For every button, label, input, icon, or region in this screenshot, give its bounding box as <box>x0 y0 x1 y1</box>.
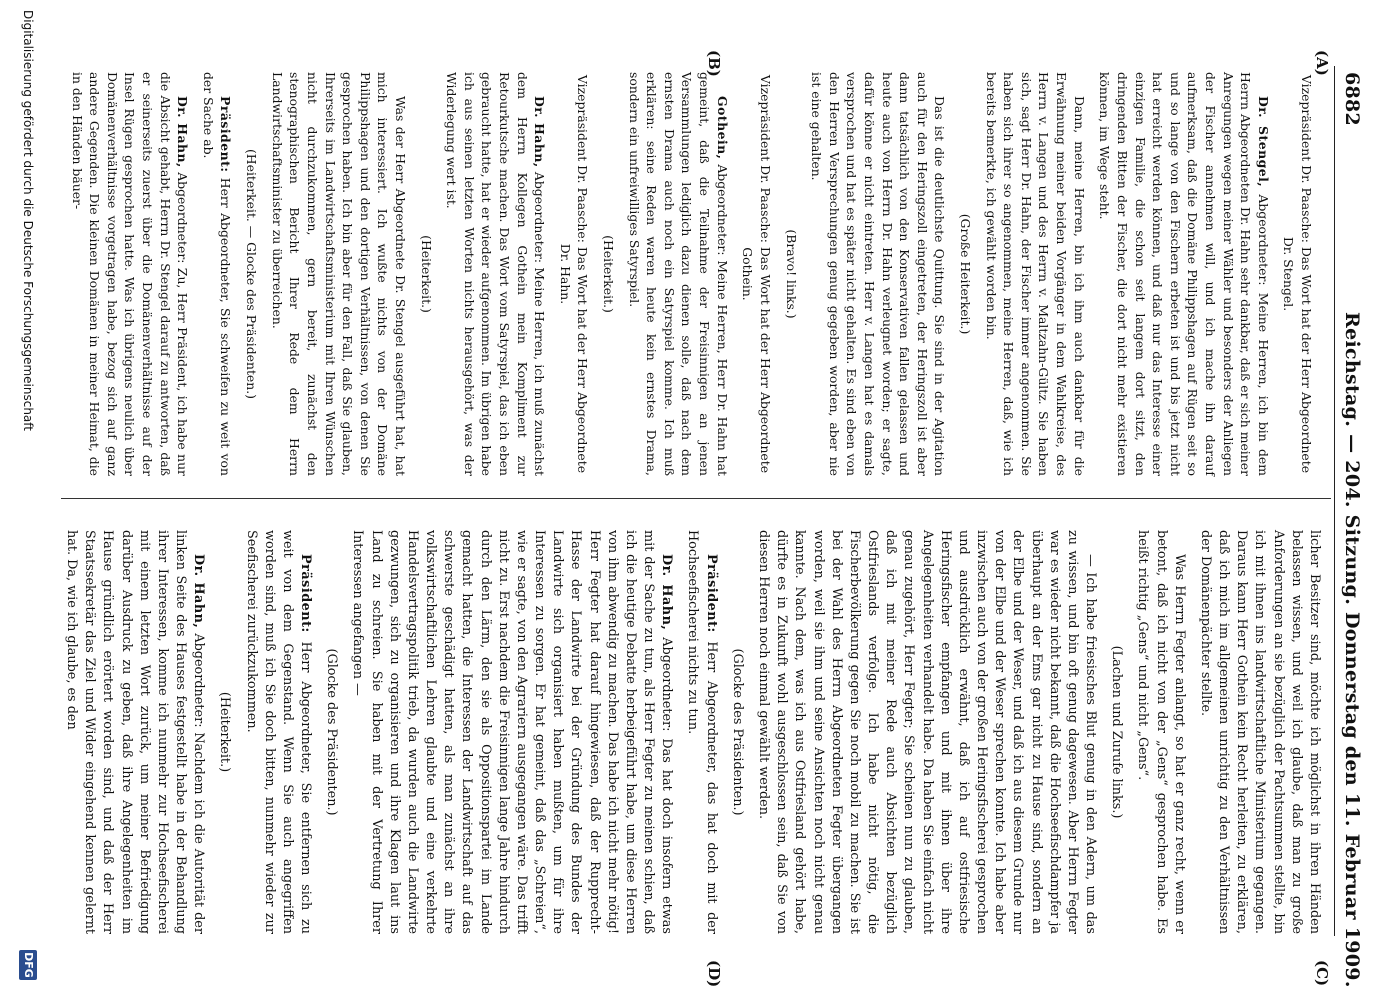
page-header <box>1335 72 1369 988</box>
speech-paragraph <box>683 530 719 934</box>
paragraph-text: Abgeordneter: Meine Herren, ich muß zunächst dem Herrn Kollegen Gothein mein Kompliment zur Retourkutsche machen. Das Wort vom Satyrspiel, das ich eben gebraucht hatte, hat er wieder aufgenommen. Im übrigen habe ich aus seinen letzten Worten nichts herausgehört, was der Widerlegung wert ist. <box>444 72 548 476</box>
paragraph-text: licher Besitzer sind, möchte ich möglichst in ihren Händen belassen wissen, und weil ich glaube, daß man zu große Anforderungen an sie bezüglich der Pachtsummen stellte, bin ich mit ihnen ins landwirtschaftliche Ministerium gegangen. Daraus kann Herr Gothein kein Recht herleiten, zu erklären, daß ich mich im allgemeinen unrichtig zu den Verhältnissen der Domänenpächter stellte. <box>1197 530 1322 934</box>
margin-marker-c: (C) <box>1313 960 1331 987</box>
column-divider <box>61 498 1331 499</box>
stage-direction: (Lachen und Zurufe links.) <box>1109 645 1125 819</box>
stage-direction: (Heiterkeit.) <box>601 235 617 313</box>
speech-paragraph <box>1133 530 1188 934</box>
stage-direction: Vizepräsident Dr. Paasche: Das Wort hat der Herr Abgeordnete Gothein. <box>740 74 773 474</box>
page-number: 6882 <box>1341 72 1363 127</box>
stage-direction: (Große Heiterkeit.) <box>958 213 974 335</box>
speech-paragraph <box>625 72 731 476</box>
speech-paragraph <box>348 530 675 934</box>
stage-direction: (Heiterkeit.) <box>418 235 434 313</box>
margin-marker-a: (A) <box>1313 50 1331 76</box>
stage-direction: (Glocke des Präsidenten.) <box>729 648 745 816</box>
paragraph-text: Abgeordneter: Das hat doch insofern etwas mit der Sache zu tun, als Herr Fegter zu meinen schien, daß ich die heutige Debatte herbeigeführt habe, um diese Herren von ihm abwendig zu machen. Das habe ich nicht mehr nötig! Herr Fegter hat darauf hingewiesen, daß der Rupprecht-Hasse der Landwirte bei der Gründung des Bundes der Landwirte sich organisiert haben mußten, um für ihre Interessen zu sorgen. Er hat gemeint, daß das „Schreien“, wie er sagte, von den Agrariern ausgegangen wäre. Das trifft nicht zu. Erst nachdem die Freisinnigen lange Jahre hindurch durch den Lärm, den sie als Oppositionspartei im Lande gemacht hatten, die Interessen der Landwirtschaft auf das schwerste geschädigt hatten, als man zunächst an ihre volkswirtschaftlichen Lehren glaubte und eine verkehrte Handelsvertragspolitik trieb, da wurden auch die Landwirte gezwungen, sich zu organisieren und ihre Klagen laut ins Land zu schreien. Sie haben mit der Vertretung Ihrer Interessen angefangen — <box>350 530 675 934</box>
margin-marker-d: (D) <box>705 960 723 988</box>
speaker-name: Präsident: <box>298 554 314 633</box>
paragraph-text: — Ich habe friesisches Blut genug in den Adern, um das zu wissen, und bin oft genug dagewesen. Aber Herrn Fegter war es wieder nicht bekannt, daß die Hochseefischdampfer ja überhaupt an der Ems gar nicht zu Hause sind, sondern an der Elbe und der Weser, und daß ich aus diesem Grunde nur von der Elbe und der Weser sprechen konnte. Ich habe aber inzwischen auch von der großen Heringsfischerei gesprochen und ausdrücklich erwähnt, daß ich auf ostfriesische Heringsfischer empfangen und mit ihnen über ihre Angelegenheiten verhandelt habe. Da haben Sie einfach nicht genau zugehört, Herr Fegter; Sie scheinen nun zu glauben, daß ich mit meiner Rede auch Absichten bezüglich Ostfrieslands verfolge. Ich habe nicht nötig, die Fischerbevölkerung gegen Sie noch mobil zu machen. Sie ist bei der Wahl des Herrn Abgeordneten Fegter übergangen worden, weil sie ihm und seine Ansichten noch nicht genau kannte. Nach dem, was ich aus Ostfriesland gehört habe, dürfte es in Zukunft wohl ausgeschlossen sein, daß Sie von diesen Herren noch einmal gewählt werden. <box>756 530 1099 934</box>
paragraph-text: Abgeordneter: Nachdem ich die Autorität der linken Seite des Hauses festgestellt habe in der Behandlung ihrer Interessen, komme ich nunmehr zur Hochseefischerei mit einem letzten Wort zurück, um meiner Befriedigung darüber Ausdruck zu geben, daß ihre Angelegenheiten im Hause gründlich erörtert worden sind, und daß der Herr Staatssekretär das Ziel und Wider eingehend kennen gelernt hat. Da, wie ich glaube, es den <box>64 530 207 934</box>
speaker-name: Gothein, <box>714 96 730 160</box>
paragraph-text: Herr Abgeordneter, Sie entfernen sich zu weit von dem Gegenstand. Wenn Sie auch angegriffen worden sind, muß ich Sie doch bitten, nunmehr wieder zur Seefischerei zurückzukommen. <box>243 530 314 934</box>
speaker-name: Präsident: <box>703 554 719 633</box>
speech-paragraph <box>199 72 234 476</box>
paragraph-text: Abgeordneter: Meine Herren, Herr Dr. Hahn hat gemeint, daß die Teilnahme der Freisinnigen an jenen Versammlungen lediglich dazu dienen solle, daß nach dem ernsten Drama auch noch ein Satyrspiel komme. Ich muß erklären: seine Reden waren heute kein ernstes Drama, sondern ein unfreiwilliges Satyrspiel. <box>626 72 730 476</box>
digitization-note: Digitalisierung gefördert durch die Deutsche Forschungsgemeinschaft <box>21 10 35 432</box>
speech-paragraph <box>982 72 1088 476</box>
speech-paragraph <box>1196 530 1323 934</box>
speaker-name: Dr. Stengel, <box>1255 96 1271 188</box>
right-text-column <box>62 530 1323 934</box>
speech-paragraph <box>808 72 949 476</box>
speaker-name: Dr. Hahn, <box>191 554 207 629</box>
paragraph-text: Herr Abgeordneter, Sie schweifen zu weit von der Sache ab. <box>200 72 234 476</box>
speech-paragraph <box>268 72 409 476</box>
stage-direction: (Bravo! links.) <box>783 229 799 319</box>
speaker-name: Dr. Hahn, <box>659 554 675 631</box>
header-rule <box>1334 66 1335 936</box>
speech-paragraph <box>1096 72 1272 476</box>
stage-direction: Vizepräsident Dr. Paasche: Das Wort hat der Herr Abgeordnete Dr. Hahn. <box>557 74 591 474</box>
speech-paragraph <box>68 72 191 476</box>
speaker-name: Dr. Hahn, <box>532 96 548 168</box>
left-text-column <box>68 72 1323 476</box>
dfg-logo: DFG <box>19 950 37 980</box>
paragraph-text: Abgeordneter: Zu, Herr Präsident, ich habe nur die Absicht gehabt, Herrn Dr. Stengel darauf zu antworten, daß er seinerseits zuerst über die Domänenverhältnisse auf der Insel Rügen gesprochen hatte. Was ich übrigens neulich über Domänenverhältnisse vorgetragen habe, bezog sich auf ganz andere Gegenden. Die kleinen Domänen in meiner Heimat, die in den Händen bäuer- <box>69 72 191 476</box>
speech-paragraph <box>62 530 207 934</box>
paragraph-text: Herr Abgeordneter, das hat doch mit der Hochseefischerei nichts zu tun. <box>685 530 719 934</box>
paragraph-text: Was Herrn Fegter anlangt, so hat er ganz recht, wenn er betont, daß ich nicht von der „Gens“ gesprochen habe. Es heißt richtig „Gens“ und nicht „Gens“. <box>1135 530 1187 934</box>
paragraph-text: Abgeordneter: Meine Herren, ich bin dem Herrn Abgeordneten Dr. Hahn sehr dankbar, daß er sich meiner Anregungen wegen meiner Wähler und besonders der Anliegen der Fischer annehmen will, und ich mache ihn darauf aufmerksam, daß die Domäne Philippshagen auf Rügen seit so und so lange von den Fischern erbeten ist und bis jetzt nicht hat erreicht werden können, und daß nur das Interesse einer einzigen Familie, die schon seit langem dort sitzt, den dringenden Bitten der Fischer, die dort nicht mehr existieren können, im Wege steht. <box>1097 72 1271 476</box>
speech-paragraph <box>443 72 549 476</box>
speech-paragraph <box>754 530 1099 934</box>
stage-direction: (Heiterkeit.) <box>217 691 233 773</box>
margin-marker-b: (B) <box>705 50 723 77</box>
running-title: Reichstag. — 204. Sitzung. Donnerstag den 11. Februar 1909. <box>1341 312 1363 988</box>
speech-paragraph <box>241 530 314 934</box>
speaker-name: Dr. Hahn, <box>175 96 191 168</box>
paragraph-text: Das ist die deutlichste Quittung. Sie sind in der Agitation auch für den Heringszoll eingetreten, der Heringszoll ist aber dann tatsächlich von den Konservativen fallen gelassen und heute auch von Herrn Dr. Hahn verleugnet worden; er sagte, dafür könne er nicht eintreten. Herr v. Langen hat es damals versprochen und hat es später nicht gehalten. Es sind eben von den Herren Versprechungen genug gegeben worden, aber nie ist eine gehalten. <box>809 72 948 476</box>
stage-direction: (Glocke des Präsidenten.) <box>324 648 340 816</box>
speaker-name: Präsident: <box>218 96 234 173</box>
paragraph-text: Was der Herr Abgeordnete Dr. Stengel ausgeführt hat, hat mich interessiert. Ich wußte nichts von der Domäne Philippshagen und den dortigen Verhältnissen, von denen Sie gesprochen haben. Ich bin aber für den Fall, daß Sie glauben, Ihrerseits im Landwirtschaftsministerium mit Ihren Wünschen nicht durchzukommen, gern bereit, zunächst den stenographischen Bericht Ihrer Rede dem Herrn Landwirtschaftsminister zu überreichen. <box>269 72 408 476</box>
stage-direction: Vizepräsident Dr. Paasche: Das Wort hat der Herr Abgeordnete Dr. Stengel. <box>1281 74 1314 474</box>
stage-direction: (Heiterkeit. — Glocke des Präsidenten.) <box>244 148 260 400</box>
paragraph-text: Dann, meine Herren, bin ich ihm auch dankbar für die Erwähnung meiner beiden Vorgänger in dem Wahlkreise, des Herrn v. Langen und des Herrn v. Maltzahn-Gültz. Sie haben sich, sagt Herr Dr. Hahn, der Fischer immer angenommen. Sie haben sich ihrer so angenommen, meine Herren, daß, wie ich bereits bemerkte, ich gewählt worden bin. <box>983 72 1087 476</box>
